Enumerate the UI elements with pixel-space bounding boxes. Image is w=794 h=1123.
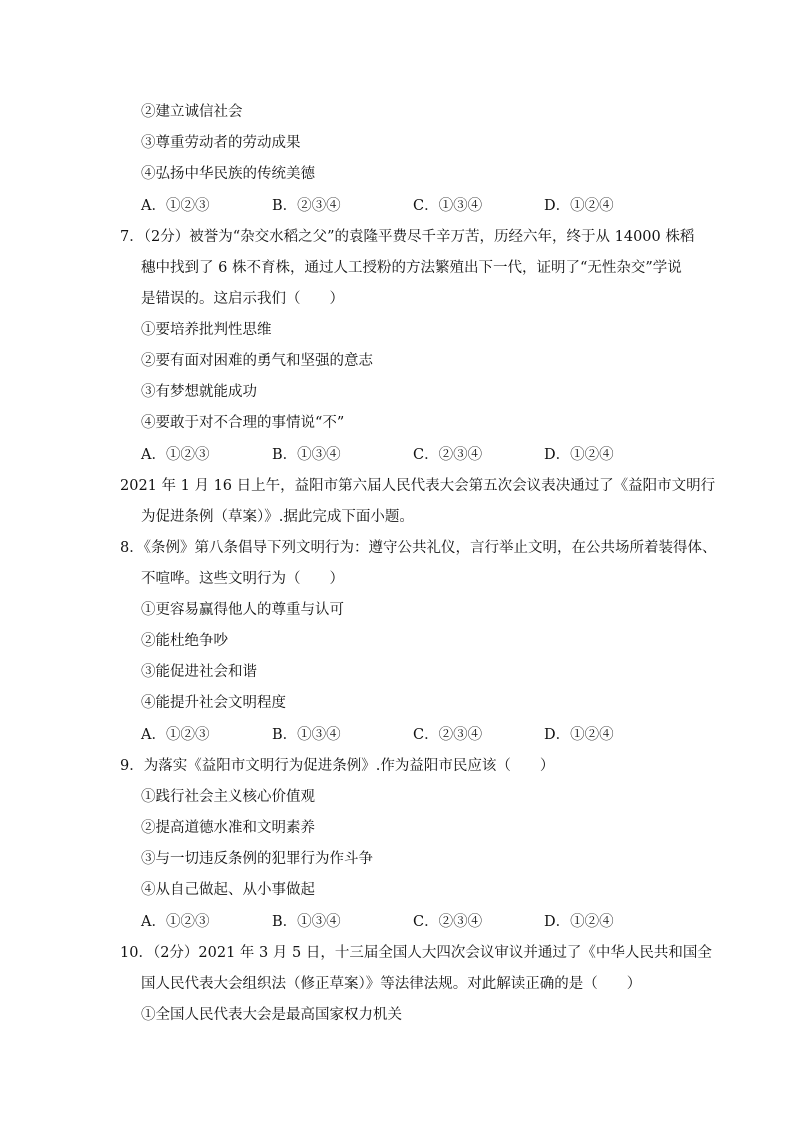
q10-stem-line-1: 10．（2分）2021 年 3 月 5 日，十三届全国人大四次会议审议并通过了《中华人民共和国全 xyxy=(120,945,712,961)
q9-option-c: C．②③④ xyxy=(413,914,483,930)
q9-stem-line-1: 9．为落实《益阳市文明行为促进条例》.作为益阳市民应该（ ） xyxy=(120,758,555,774)
q9-statement-3: ③与一切违反条例的犯罪行为作斗争 xyxy=(141,851,373,867)
q7-option-a: A．①②③ xyxy=(141,447,210,463)
q6-statement-3: ③尊重劳动者的劳动成果 xyxy=(141,135,301,151)
q8-statement-1: ①更容易赢得他人的尊重与认可 xyxy=(141,602,344,618)
q7-statement-1: ①要培养批判性思维 xyxy=(141,322,272,338)
q9-option-b: B．①③④ xyxy=(272,914,341,930)
q10-statement-1: ①全国人民代表大会是最高国家权力机关 xyxy=(141,1007,402,1023)
q8-statement-4: ④能提升社会文明程度 xyxy=(141,695,286,711)
q6-option-d: D．①②④ xyxy=(544,198,614,214)
q8-statement-3: ③能促进社会和谐 xyxy=(141,664,257,680)
q9-statement-2: ②提高道德水准和文明素养 xyxy=(141,820,315,836)
q9-statement-4: ④从自己做起、从小事做起 xyxy=(141,882,315,898)
intro-line-2: 为促进条例（草案）》.据此完成下面小题。 xyxy=(141,509,414,525)
q7-statement-3: ③有梦想就能成功 xyxy=(141,384,257,400)
q7-option-b: B．①③④ xyxy=(272,447,341,463)
q8-statement-2: ②能杜绝争吵 xyxy=(141,633,228,649)
q9-statement-1: ①践行社会主义核心价值观 xyxy=(141,789,315,805)
q7-option-c: C．②③④ xyxy=(413,447,483,463)
q6-option-a: A．①②③ xyxy=(141,198,210,214)
q7-stem-line-2: 穗中找到了 6 株不育株，通过人工授粉的方法繁殖出下一代，证明了“无性杂交”学说 xyxy=(141,260,682,276)
q7-option-d: D．①②④ xyxy=(544,447,614,463)
q7-statement-4: ④要敢于对不合理的事情说“不” xyxy=(141,415,345,431)
q6-statement-2: ②建立诚信社会 xyxy=(141,104,243,120)
q7-stem-line-1: 7．（2分）被誉为“杂交水稻之父”的袁隆平费尽千辛万苦，历经六年，终于从 14000 株稻 xyxy=(120,229,695,245)
q7-statement-2: ②要有面对困难的勇气和坚强的意志 xyxy=(141,353,373,369)
intro-line-1: 2021 年 1 月 16 日上午，益阳市第六届人民代表大会第五次会议表决通过了《益阳市文明行 xyxy=(120,478,716,494)
q8-stem-line-2: 不喧哗。这些文明行为（ ） xyxy=(141,571,344,587)
q6-option-c: C．①③④ xyxy=(413,198,483,214)
q8-option-d: D．①②④ xyxy=(544,727,614,743)
q6-statement-4: ④弘扬中华民族的传统美德 xyxy=(141,166,315,182)
q9-option-a: A．①②③ xyxy=(141,914,210,930)
q9-option-d: D．①②④ xyxy=(544,914,614,930)
q8-option-c: C．②③④ xyxy=(413,727,483,743)
q6-option-b: B．②③④ xyxy=(272,198,341,214)
q7-stem-line-3: 是错误的。这启示我们（ ） xyxy=(141,291,344,307)
q8-stem-line-1: 8．《条例》第八条倡导下列文明行为：遵守公共礼仪，言行举止文明，在公共场所着装得体、 xyxy=(120,540,717,556)
q8-option-a: A．①②③ xyxy=(141,727,210,743)
q10-stem-line-2: 国人民代表大会组织法（修正草案）》等法律法规。对此解读正确的是（ ） xyxy=(141,976,642,992)
q8-option-b: B．①③④ xyxy=(272,727,341,743)
